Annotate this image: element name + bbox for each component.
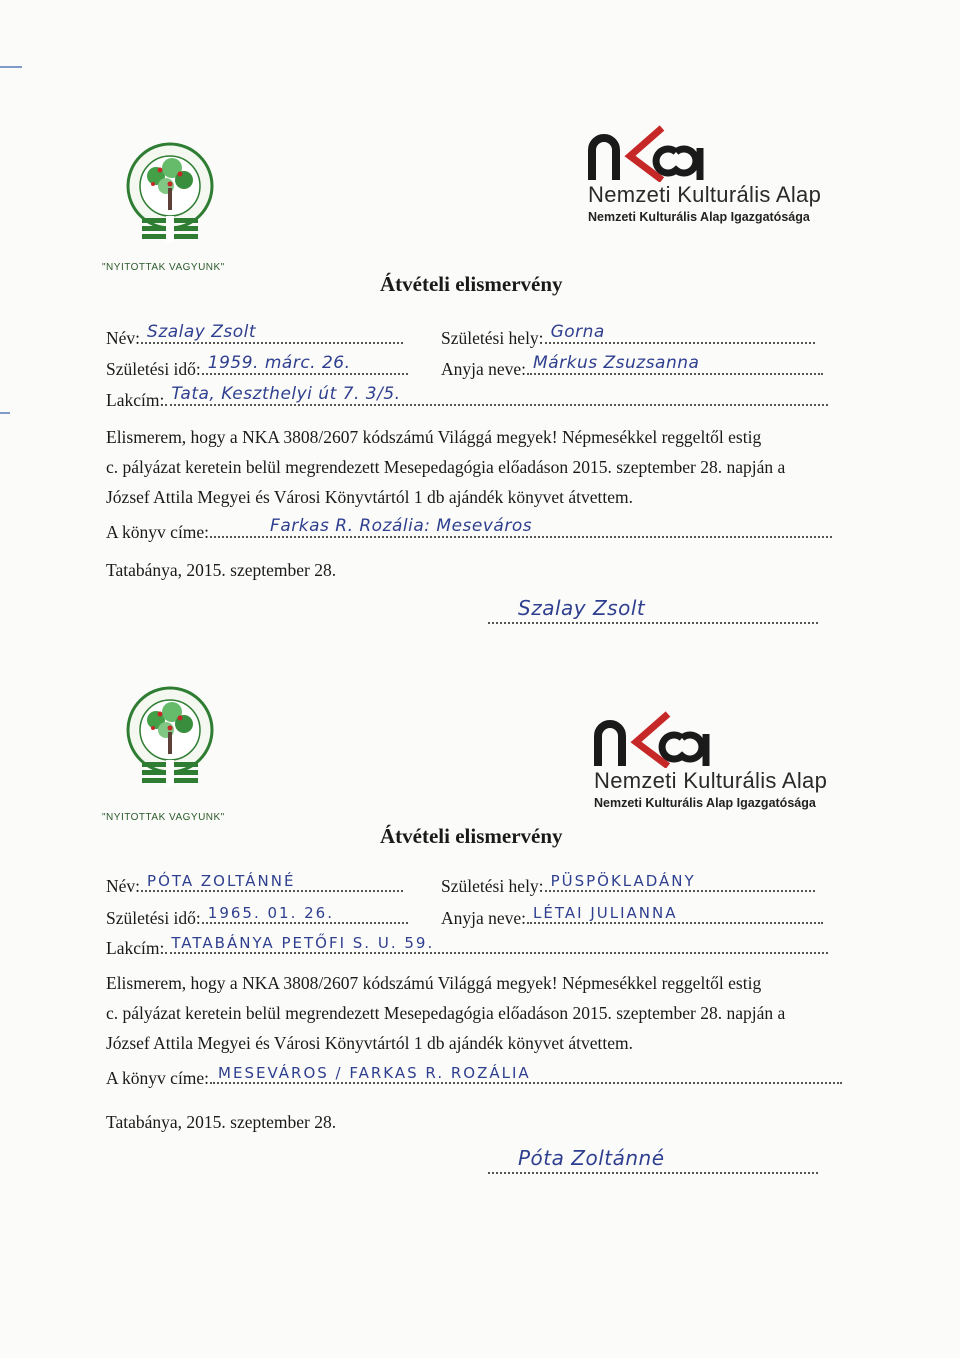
birth-date-field bbox=[106, 904, 408, 929]
place-date: Tatabánya, 2015. szeptember 28. bbox=[106, 1112, 337, 1132]
mother-line bbox=[527, 355, 823, 375]
library-logo bbox=[120, 684, 220, 824]
signature-line bbox=[488, 588, 818, 624]
book-title-label: A könyv címe: bbox=[106, 1068, 210, 1088]
mother-field bbox=[441, 904, 823, 929]
name-field bbox=[106, 324, 403, 349]
mother-value: Márkus Zsuzsanna bbox=[533, 353, 700, 373]
ack-line-3: József Attila Megyei és Városi Könyvtártól 1 db ajándék könyvet átvettem. bbox=[106, 487, 633, 507]
library-motto: "NYITOTTAK VAGYUNK" bbox=[102, 812, 225, 823]
birth-place-value: PÜSPÖKLADÁNY bbox=[550, 872, 696, 890]
nka-subtitle: Nemzeti Kulturális Alap Igazgatósága bbox=[588, 210, 810, 224]
book-title-line bbox=[210, 1064, 842, 1084]
name-value: Szalay Zsolt bbox=[147, 322, 257, 342]
nka-name: Nemzeti Kulturális Alap bbox=[594, 768, 828, 793]
nka-subtitle: Nemzeti Kulturális Alap Igazgatósága bbox=[594, 796, 816, 810]
receipt-form-1 bbox=[0, 0, 960, 660]
library-logo bbox=[120, 140, 220, 280]
book-title-label: A könyv címe: bbox=[106, 522, 210, 542]
book-title-value: MESEVÁROS / FARKAS R. ROZÁLIA bbox=[218, 1064, 531, 1082]
birth-place-field bbox=[441, 872, 815, 897]
book-title-line bbox=[210, 518, 832, 538]
address-field bbox=[106, 934, 828, 959]
nka-logo-mark bbox=[594, 710, 714, 768]
birth-date-value: 1965. 01. 26. bbox=[207, 904, 334, 922]
form-title: Átvételi elismervény bbox=[380, 824, 563, 848]
birth-place-label: Születési hely: bbox=[441, 328, 544, 348]
book-title-value: Farkas R. Rozália: Meseváros bbox=[270, 516, 533, 536]
birth-date-line bbox=[202, 904, 408, 924]
acknowledgement-text bbox=[106, 968, 852, 1058]
signature-line bbox=[488, 1138, 818, 1174]
address-label: Lakcím: bbox=[106, 938, 165, 958]
mother-line bbox=[527, 904, 823, 924]
birth-place-field bbox=[441, 324, 815, 349]
name-line bbox=[141, 872, 403, 892]
library-motto: "NYITOTTAK VAGYUNK" bbox=[102, 262, 225, 273]
address-field bbox=[106, 386, 828, 411]
place-date: Tatabánya, 2015. szeptember 28. bbox=[106, 560, 337, 580]
nka-name: Nemzeti Kulturális Alap bbox=[588, 182, 822, 207]
ack-line-1: Elismerem, hogy a NKA 3808/2607 kódszámú Világgá megyek! Népmesékkel reggeltől estig bbox=[106, 427, 762, 447]
ack-line-1: Elismerem, hogy a NKA 3808/2607 kódszámú Világgá megyek! Népmesékkel reggeltől estig bbox=[106, 973, 762, 993]
mother-value: LÉTAI JULIANNA bbox=[533, 904, 678, 922]
name-field bbox=[106, 872, 403, 897]
mother-field bbox=[441, 355, 823, 380]
address-line bbox=[165, 934, 828, 954]
name-value: PÓTA ZOLTÁNNÉ bbox=[147, 872, 296, 890]
book-title-field bbox=[106, 1064, 842, 1089]
address-line bbox=[165, 386, 828, 406]
signature: Szalay Zsolt bbox=[518, 596, 646, 620]
birth-place-value: Gorna bbox=[550, 322, 605, 342]
birth-date-label: Születési idő: bbox=[106, 908, 201, 928]
address-value: Tata, Keszthelyi út 7. 3/5. bbox=[171, 384, 401, 404]
ack-line-2: c. pályázat keretein belül megrendezett Mesepedagógia előadáson 2015. szeptember 28. napján a bbox=[106, 1003, 786, 1023]
name-label: Név: bbox=[106, 328, 141, 348]
birth-date-label: Születési idő: bbox=[106, 359, 201, 379]
mother-label: Anyja neve: bbox=[441, 908, 527, 928]
ack-line-3: József Attila Megyei és Városi Könyvtártól 1 db ajándék könyvet átvettem. bbox=[106, 1033, 633, 1053]
name-line bbox=[141, 324, 403, 344]
address-label: Lakcím: bbox=[106, 390, 165, 410]
nka-logo-mark bbox=[588, 124, 708, 182]
acknowledgement-text bbox=[106, 422, 852, 512]
receipt-form-2 bbox=[0, 672, 960, 1332]
address-value: TATABÁNYA PETŐFI S. U. 59. bbox=[171, 934, 435, 952]
birth-date-field bbox=[106, 355, 408, 380]
name-label: Név: bbox=[106, 876, 141, 896]
birth-place-label: Születési hely: bbox=[441, 876, 544, 896]
book-title-field bbox=[106, 518, 832, 543]
birth-place-line bbox=[545, 324, 815, 344]
birth-date-value: 1959. márc. 26. bbox=[207, 353, 351, 373]
signature: Póta Zoltánné bbox=[518, 1146, 665, 1170]
form-title: Átvételi elismervény bbox=[380, 272, 563, 296]
mother-label: Anyja neve: bbox=[441, 359, 527, 379]
nka-logo bbox=[588, 124, 858, 224]
birth-date-line bbox=[202, 355, 408, 375]
birth-place-line bbox=[545, 872, 815, 892]
ack-line-2: c. pályázat keretein belül megrendezett Mesepedagógia előadáson 2015. szeptember 28. napján a bbox=[106, 457, 786, 477]
nka-logo bbox=[594, 710, 864, 810]
